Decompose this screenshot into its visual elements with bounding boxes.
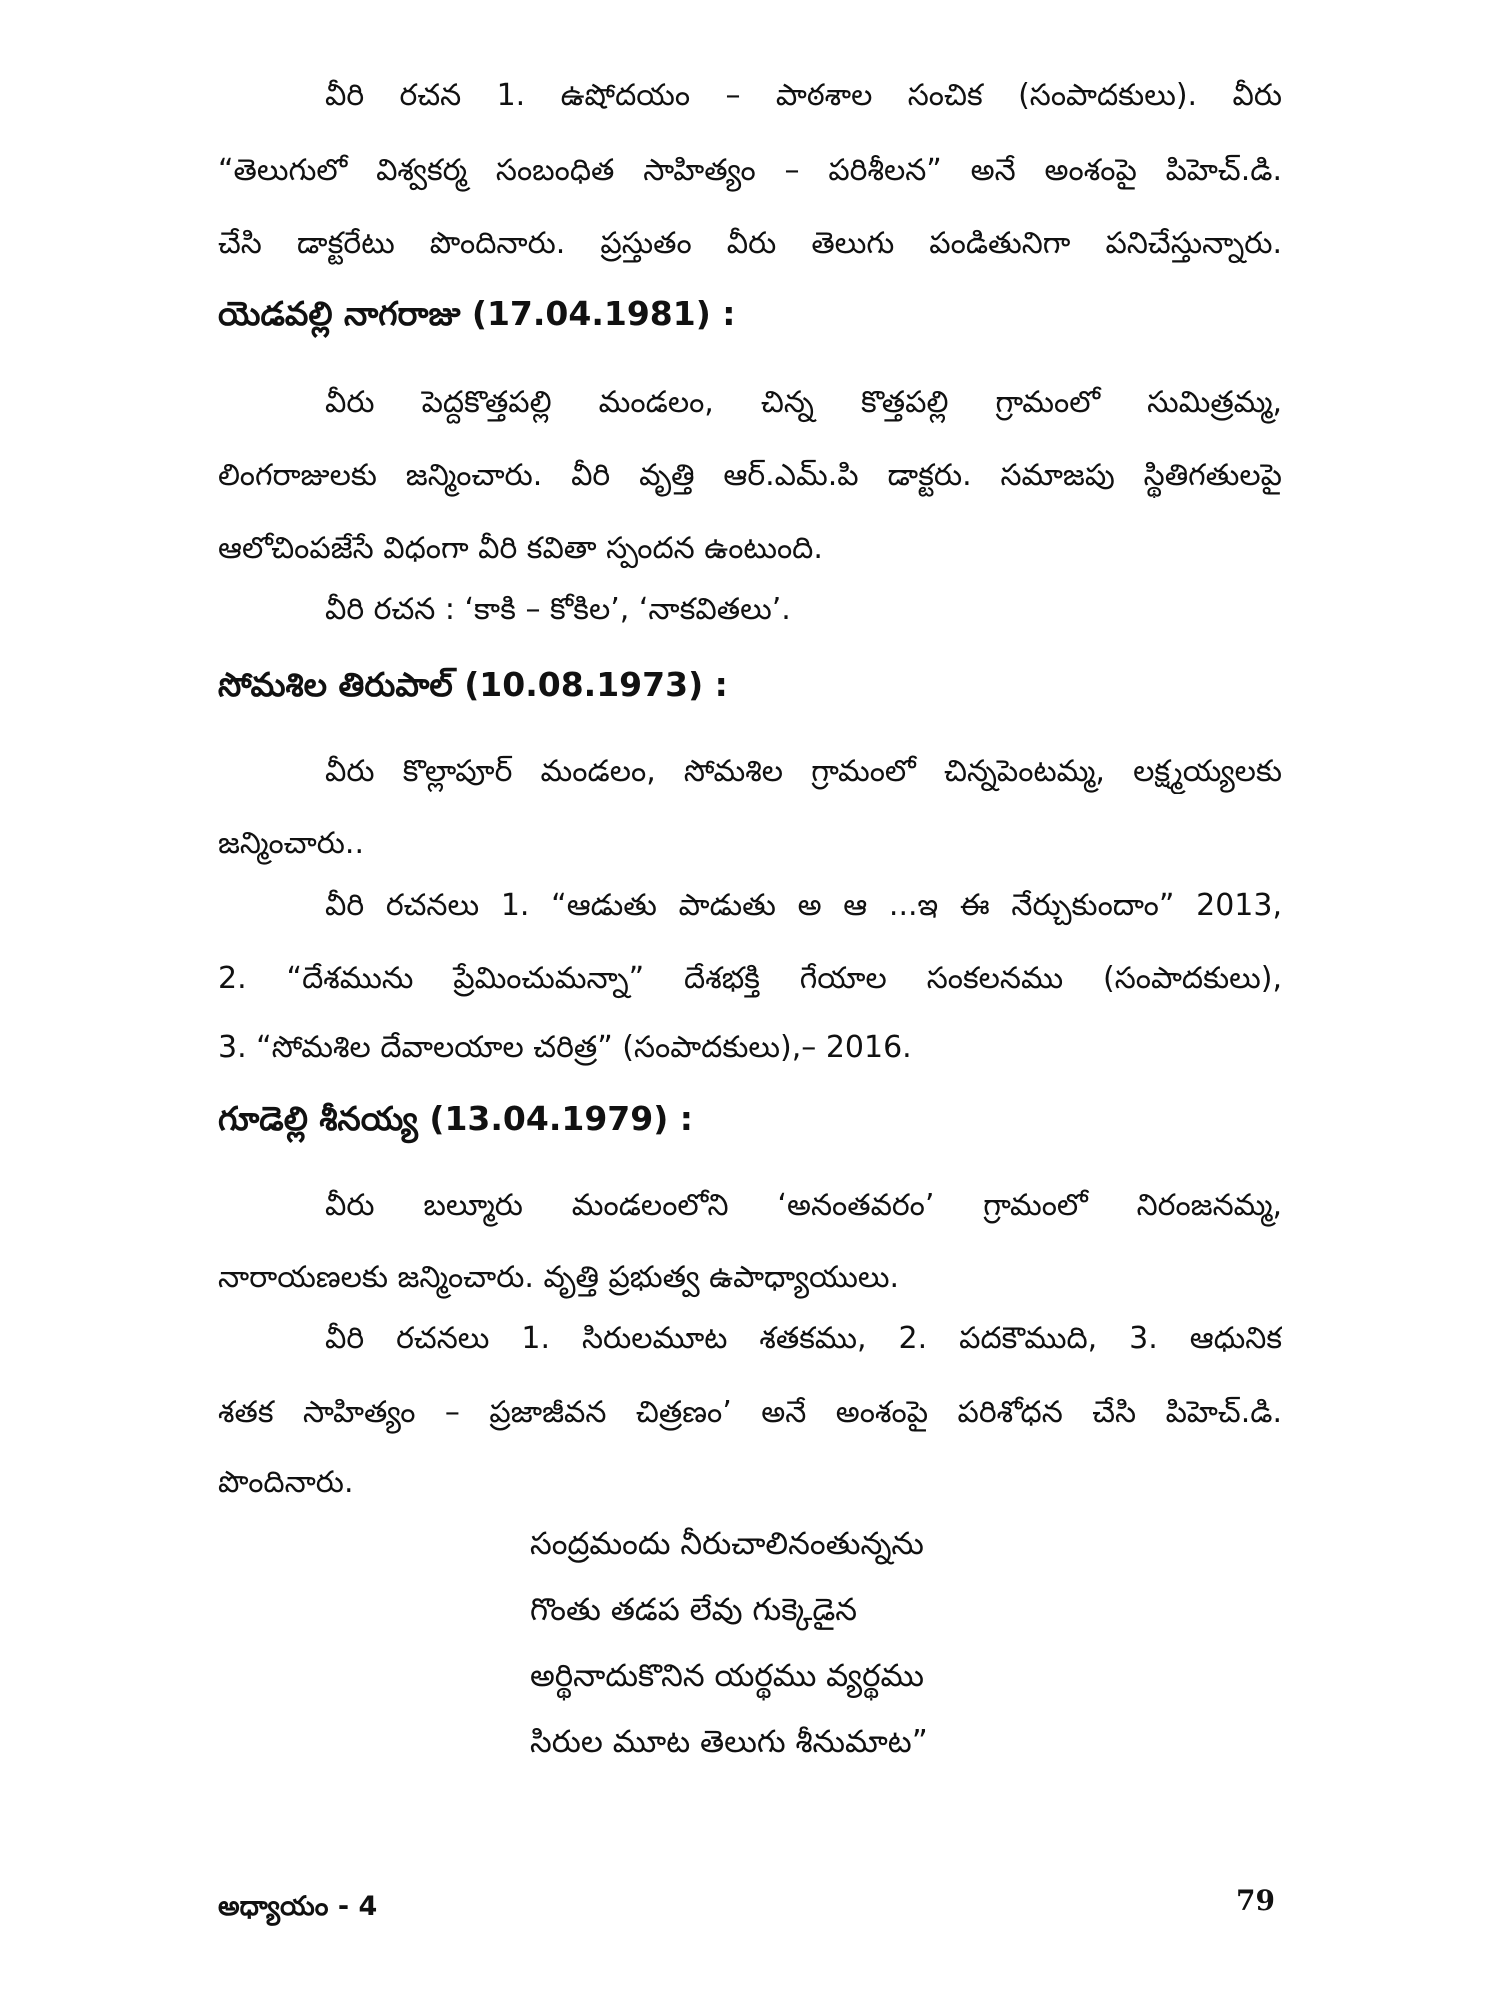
paragraph-line: వీరు పెద్దకొత్తపల్లి మండలం, చిన్న కొత్తపల్లి గ్రామంలో సుమిత్రమ్మ, — [325, 385, 1282, 420]
poem-line: సంద్రమందు నీరుచాలినంతున్నను — [530, 1526, 924, 1562]
chapter-label: అధ్యాయం - 4 — [218, 1891, 378, 1922]
section-heading: సోమశిల తిరుపాల్ (10.08.1973) : — [218, 665, 728, 704]
paragraph-line: వీరు కొల్లాపూర్ మండలం, సోమశిల గ్రామంలో చిన్నపెంటమ్మ, లక్ష్మయ్యలకు — [325, 754, 1282, 789]
paragraph-line: చేసి డాక్టరేటు పొందినారు. ప్రస్తుతం వీరు తెలుగు పండితునిగా పనిచేస్తున్నారు. — [218, 226, 1282, 261]
section-heading: గూడెల్లి శీనయ్య (13.04.1979) : — [218, 1099, 693, 1138]
paragraph-line: ఆలోచింపజేసే విధంగా వీరి కవితా స్పందన ఉంటుంది. — [218, 531, 823, 566]
paragraph-line: నారాయణలకు జన్మించారు. వృత్తి ప్రభుత్వ ఉపాధ్యాయులు. — [218, 1260, 900, 1295]
paragraph-line: వీరి రచనలు 1. “ఆడుతు పాడుతు అ ఆ ...ఇ ఈ నేర్చుకుందాం” 2013, — [325, 888, 1282, 923]
paragraph-line: వీరి రచన : ‘కాకి – కోకిల’, ‘నాకవితలు’. — [325, 592, 791, 627]
poem-line: అర్థినాదుకొనిన యర్థము వ్యర్థము — [530, 1658, 924, 1694]
section-heading: యెడవల్లి నాగరాజు (17.04.1981) : — [218, 294, 736, 333]
poem-line: సిరుల మూట తెలుగు శీనుమాట” — [530, 1724, 928, 1760]
paragraph-line: వీరి రచనలు 1. సిరులమూట శతకము, 2. పదకౌముది, 3. ఆధునిక — [325, 1321, 1282, 1356]
paragraph-line: “తెలుగులో విశ్వకర్మ సంబంధిత సాహిత్యం – పరిశీలన” అనే అంశంపై పిహెచ్.డి. — [218, 153, 1282, 188]
paragraph-line: వీరు బల్మూరు మండలంలోని ‘అనంతవరం’ గ్రామంలో నిరంజనమ్మ, — [325, 1188, 1282, 1223]
paragraph-line: 2. “దేశమును ప్రేమించుమన్నా” దేశభక్తి గేయాల సంకలనము (సంపాదకులు), — [218, 961, 1282, 996]
paragraph-line: జన్మించారు.. — [218, 826, 365, 861]
page-number: 79 — [1236, 1884, 1275, 1917]
paragraph-line: లింగరాజులకు జన్మించారు. వీరి వృత్తి ఆర్.ఎమ్.పి డాక్టరు. సమాజపు స్థితిగతులపై — [218, 458, 1282, 493]
paragraph-line: 3. “సోమశిల దేవాలయాల చరిత్ర” (సంపాదకులు),– 2016. — [218, 1030, 912, 1065]
paragraph-line: వీరి రచన 1. ఉషోదయం – పాఠశాల సంచిక (సంపాదకులు). వీరు — [325, 78, 1282, 113]
paragraph-line: పొందినారు. — [218, 1465, 354, 1500]
poem-line: గొంతు తడప లేవు గుక్కెడైన — [530, 1592, 858, 1628]
paragraph-line: శతక సాహిత్యం – ప్రజాజీవన చిత్రణం’ అనే అంశంపై పరిశోధన చేసి పిహెచ్.డి. — [218, 1395, 1282, 1430]
